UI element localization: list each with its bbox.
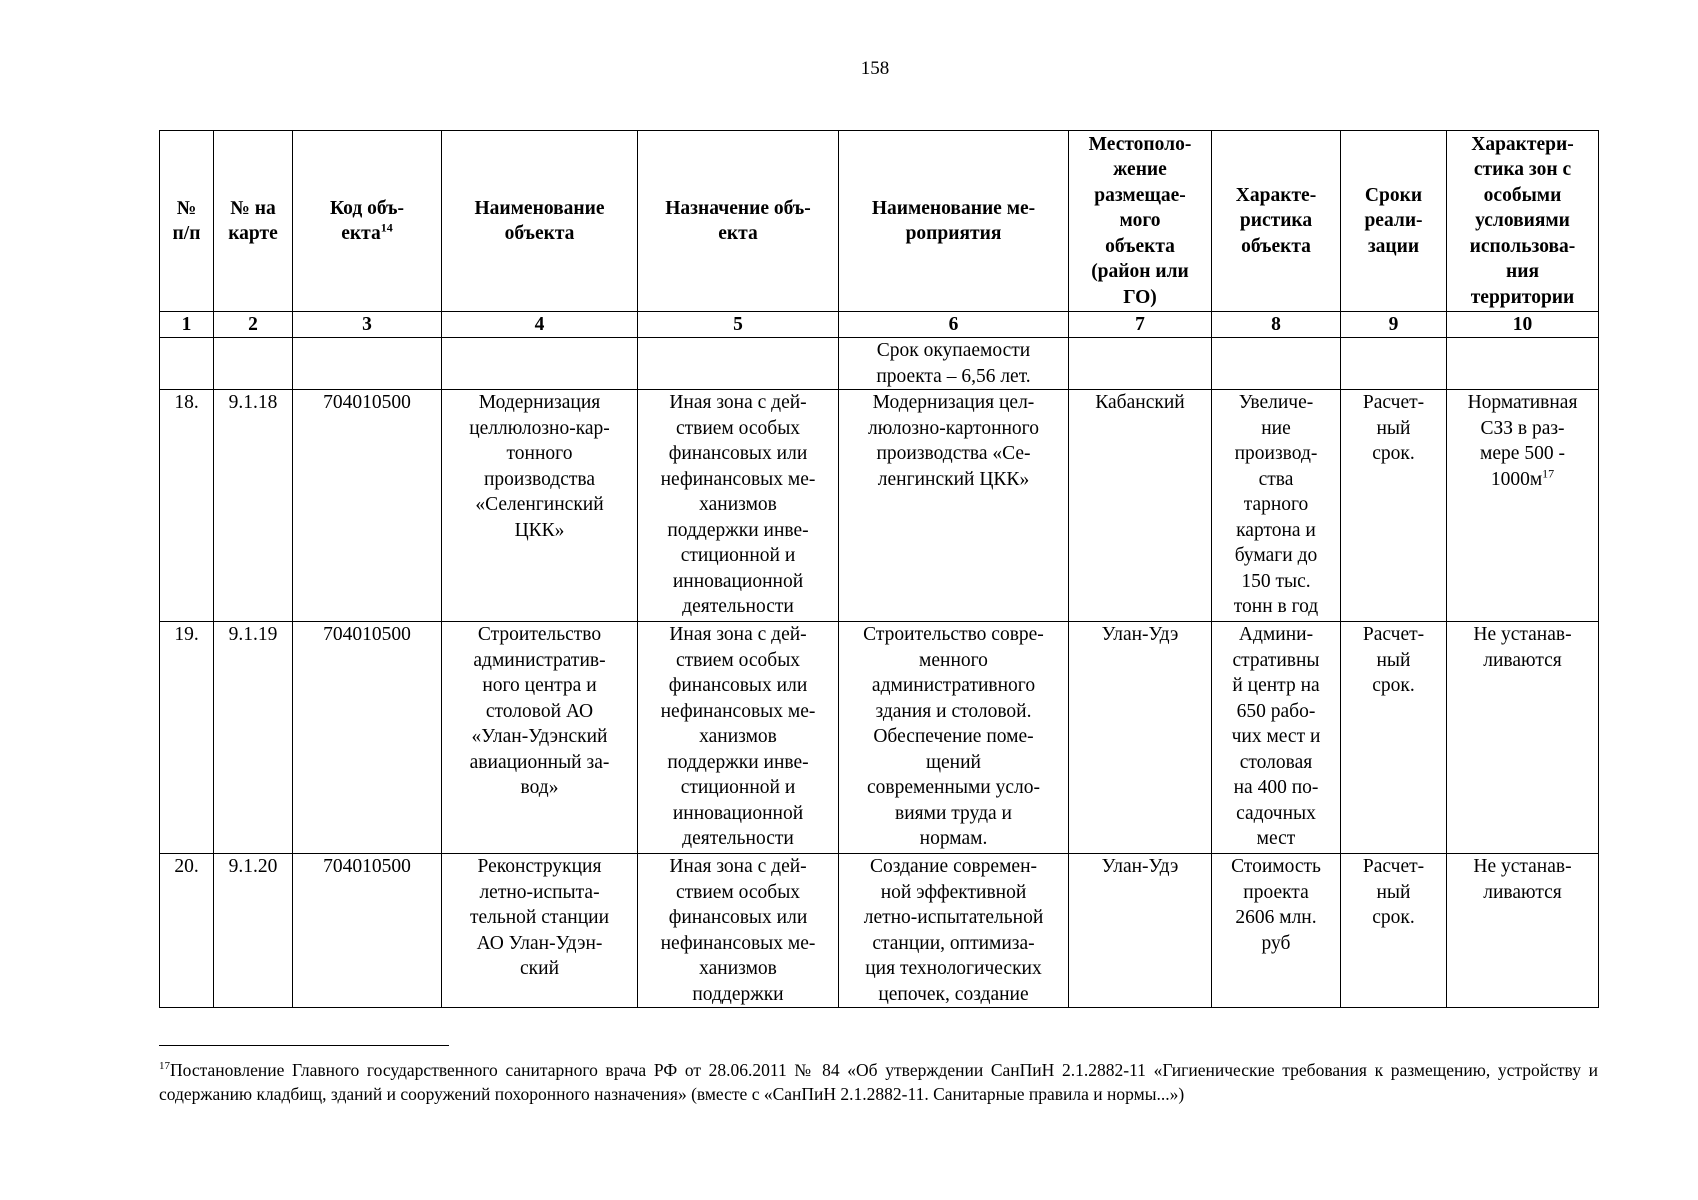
object-code-cell: 704010500 — [293, 622, 442, 854]
continuation-row — [160, 338, 1599, 390]
footnote-marker: 17 — [159, 1060, 170, 1073]
term-cell: Расчет- ный срок. — [1341, 622, 1447, 854]
header-map-number: № на карте — [214, 131, 293, 312]
characteristic-cell: Стоимость проекта 2606 млн. руб — [1212, 854, 1341, 1008]
row-number-cell: 19. — [160, 622, 214, 854]
header-measure-name: Наименование ме- роприятия — [839, 131, 1069, 312]
header-object-purpose: Назначение объ- екта — [638, 131, 839, 312]
table-row — [160, 622, 1599, 854]
zones-cell: Не устанав- ливаются — [1447, 622, 1599, 854]
characteristic-cell: Увеличе- ние производ- ства тарного картона и бумаги до 150 тыс. тонн в год — [1212, 390, 1341, 622]
footnote — [159, 1058, 1598, 1106]
footnote-ref-14: 14 — [380, 220, 393, 235]
object-purpose-cell: Иная зона с дей- ствием особых финансовых или нефинансовых ме- ханизмов поддержки — [638, 854, 839, 1008]
table-header-row — [160, 131, 1599, 312]
objects-table — [159, 130, 1599, 1008]
object-name-cell: Модернизация целлюлозно-кар- тонного производства «Селенгинский ЦКК» — [442, 390, 638, 622]
footnote-ref-17: 17 — [1542, 466, 1555, 480]
table-row — [160, 390, 1599, 622]
header-row-number: № п/п — [160, 131, 214, 312]
column-number: 5 — [638, 312, 839, 338]
term-cell: Расчет- ный срок. — [1341, 390, 1447, 622]
location-cell: Улан-Удэ — [1069, 854, 1212, 1008]
page-number: 158 — [860, 58, 890, 79]
object-purpose-cell: Иная зона с дей- ствием особых финансовых или нефинансовых ме- ханизмов поддержки инве- стиционной и инновационной деятельности — [638, 622, 839, 854]
object-name-cell: Реконструкция летно-испыта- тельной станции АО Улан-Удэн- ский — [442, 854, 638, 1008]
row-number-cell: 18. — [160, 390, 214, 622]
header-object-name: Наименование объекта — [442, 131, 638, 312]
footnote-text: Постановление Главного государственного санитарного врача РФ от 28.06.2011 № 84 «Об утверждении СанПиН 2.1.2882-11 «Гигиенические требования к размещению, устройству и содержанию кладбищ, зданий и сооружений похоронного назначения» (вместе с «СанПиН 2.1.2882-11. Санитарные правила и нормы...») — [159, 1060, 1598, 1104]
column-number-row — [160, 312, 1599, 338]
map-number-cell: 9.1.20 — [214, 854, 293, 1008]
measure-name-cell: Модернизация цел- люлозно-картонного производства «Се- ленгинский ЦКК» — [839, 390, 1069, 622]
header-object-code-label: Код объ- екта — [330, 197, 404, 244]
column-number: 4 — [442, 312, 638, 338]
measure-name-cell: Строительство совре- менного административного здания и столовой. Обеспечение поме- щений современными усло- виями труда и нормам. — [839, 622, 1069, 854]
map-number-cell: 9.1.19 — [214, 622, 293, 854]
column-number: 9 — [1341, 312, 1447, 338]
column-number: 2 — [214, 312, 293, 338]
map-number-cell: 9.1.18 — [214, 390, 293, 622]
zones-text: Нормативная СЗЗ в раз- мере 500 - 1000м — [1467, 392, 1578, 490]
header-characteristic: Характе- ристика объекта — [1212, 131, 1341, 312]
location-cell: Кабанский — [1069, 390, 1212, 622]
header-zones: Характери- стика зон с особыми условиями использова- ния территории — [1447, 131, 1599, 312]
column-number: 3 — [293, 312, 442, 338]
object-purpose-cell: Иная зона с дей- ствием особых финансовых или нефинансовых ме- ханизмов поддержки инве- стиционной и инновационной деятельности — [638, 390, 839, 622]
object-name-cell: Строительство административ- ного центра и столовой АО «Улан-Удэнский авиационный за- вод» — [442, 622, 638, 854]
object-code-cell: 704010500 — [293, 390, 442, 622]
row-number-cell: 20. — [160, 854, 214, 1008]
zones-cell — [1447, 390, 1599, 622]
characteristic-cell: Админи- стративны й центр на 650 рабо- чих мест и столовая на 400 по- садочных мест — [1212, 622, 1341, 854]
header-object-code — [293, 131, 442, 312]
column-number: 7 — [1069, 312, 1212, 338]
continuation-measure-cell: Срок окупаемости проекта – 6,56 лет. — [839, 338, 1069, 390]
zones-cell: Не устанав- ливаются — [1447, 854, 1599, 1008]
term-cell: Расчет- ный срок. — [1341, 854, 1447, 1008]
footnote-separator — [159, 1045, 449, 1046]
object-code-cell: 704010500 — [293, 854, 442, 1008]
measure-name-cell: Создание современ- ной эффективной летно-испытательной станции, оптимиза- ция технологических цепочек, создание — [839, 854, 1069, 1008]
column-number: 1 — [160, 312, 214, 338]
column-number: 8 — [1212, 312, 1341, 338]
table-row — [160, 854, 1599, 1008]
column-number: 6 — [839, 312, 1069, 338]
header-term: Сроки реали- зации — [1341, 131, 1447, 312]
header-location: Местополо- жение размещае- мого объекта (район или ГО) — [1069, 131, 1212, 312]
column-number: 10 — [1447, 312, 1599, 338]
location-cell: Улан-Удэ — [1069, 622, 1212, 854]
